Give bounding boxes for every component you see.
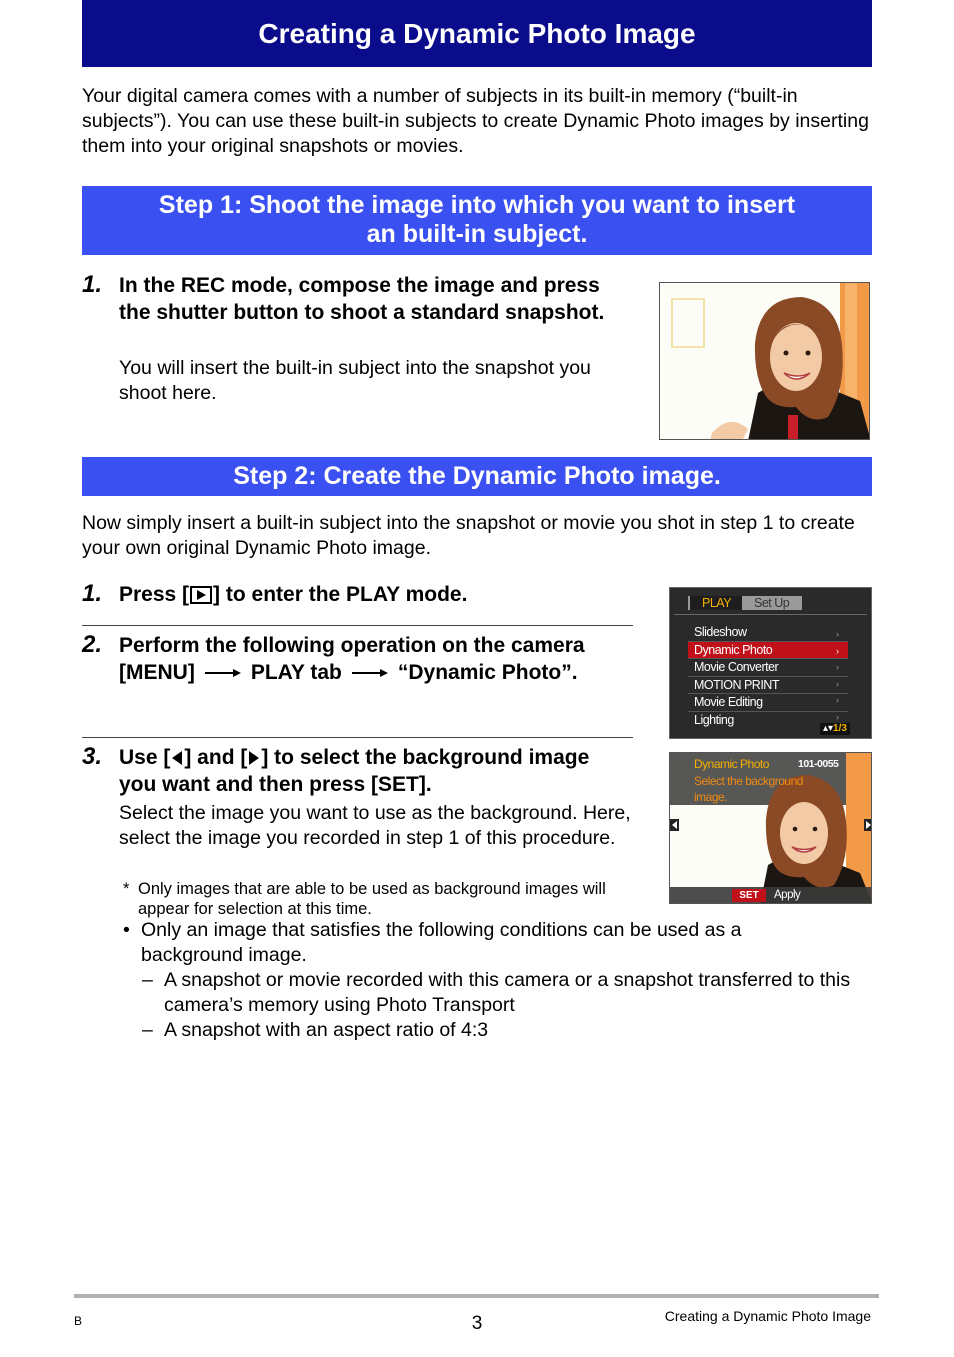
and-text: ] and [ <box>184 746 248 769</box>
bullet-mark: • <box>123 919 130 941</box>
step2-item3-line2: you want and then press [SET]. <box>119 772 432 796</box>
step2-item2-line1: Perform the following operation on the camera <box>119 634 585 657</box>
snapshot-photo <box>659 282 870 440</box>
select-prompt-line2: image. <box>694 790 728 804</box>
step1-heading <box>82 186 872 255</box>
condition-1: A snapshot or movie recorded with this camera or a snapshot transferred to this camera’s memory using Photo Transport <box>164 969 851 1016</box>
menu-item-movie-editing: Movie Editing <box>688 694 848 712</box>
step2-intro: Now simply insert a built-in subject into the snapshot or movie you shot in step 1 to create your own original Dynamic Photo image. <box>82 512 855 559</box>
step1-item1-detail: You will insert the built-in subject into the snapshot you shoot here. <box>119 357 591 404</box>
menu-list <box>688 624 848 727</box>
divider <box>82 625 633 626</box>
select-prompt <box>694 773 803 805</box>
divider <box>82 737 633 738</box>
step2-item2-number: 2. <box>82 631 103 658</box>
arrow-right-icon <box>346 667 394 679</box>
step1-item1-instruction: In the REC mode, compose the image and press the shutter button to shoot a standard snapshot. <box>119 274 605 324</box>
right-arrow-icon <box>247 750 261 766</box>
play-tab-label: PLAY tab <box>250 660 342 684</box>
menu-page-number: 1/3 <box>833 723 847 734</box>
step1-heading-line2: an built-in subject. <box>366 220 588 248</box>
step2-item2-instruction <box>119 633 649 686</box>
step2-item1-instruction <box>119 582 634 609</box>
portrait-image <box>660 283 870 440</box>
menu-chevrons <box>836 626 839 725</box>
step2-heading: Step 2: Create the Dynamic Photo image. <box>82 457 872 496</box>
camera-menu-screen <box>669 587 872 739</box>
play-button-icon <box>190 586 212 604</box>
step2-item1-text-after: ] to enter the PLAY mode. <box>213 583 468 606</box>
intro-paragraph: Your digital camera comes with a number of subjects in its built-in memory (“built-in subjects”). You can use these built-in subjects to create Dynamic Photo images by inserting them into your original snapshots or movies. <box>82 85 869 157</box>
menu-item-motion-print: MOTION PRINT <box>688 677 848 695</box>
file-number: 101-0055 <box>798 758 839 770</box>
menu-item-dynamic-photo: Dynamic Photo <box>688 642 848 660</box>
select-screen-title: Dynamic Photo <box>694 757 769 771</box>
dash-mark: – <box>142 969 153 991</box>
chevron-right-icon: › <box>836 678 839 689</box>
step1-heading-line1: Step 1: Shoot the image into which you want to insert <box>158 191 796 219</box>
step2-item3-bullet: Only an image that satisfies the following conditions can be used as a background image. <box>141 919 742 966</box>
left-arrow-icon <box>170 750 184 766</box>
step2-item3-note: Only images that are able to be used as background images will appear for selection at this time. <box>138 880 606 918</box>
menu-page-indicator <box>820 723 850 735</box>
chevron-right-icon: › <box>836 695 839 705</box>
menu-item-slideshow: Slideshow <box>688 624 848 642</box>
menu-item-movie-converter: Movie Converter <box>688 659 848 677</box>
condition-2: A snapshot with an aspect ratio of 4:3 <box>164 1019 489 1041</box>
chevron-right-icon: › <box>836 711 839 722</box>
step2-item1-text-before: Press [ <box>119 583 190 606</box>
menu-key-label: [MENU] <box>119 660 195 684</box>
select-prompt-line1: Select the background <box>694 774 803 788</box>
step2-item1-number: 1. <box>82 580 103 607</box>
arrow-right-icon <box>199 667 247 679</box>
select-text: ] to select the background image <box>261 746 590 769</box>
chevron-right-icon: › <box>836 662 839 672</box>
step2-item3-line1 <box>119 745 649 772</box>
page-title: Creating a Dynamic Photo Image <box>82 0 872 67</box>
use-text: Use [ <box>119 746 171 769</box>
set-key-label: SET <box>732 889 766 902</box>
page-number: 3 <box>471 1313 483 1334</box>
chevron-right-icon: › <box>836 629 839 639</box>
menu-item-lighting: Lighting <box>694 712 734 727</box>
apply-label: Apply <box>774 889 801 901</box>
menu-path <box>119 660 649 687</box>
menu-divider <box>674 614 867 615</box>
footer-section-title: Creating a Dynamic Photo Image <box>664 1308 871 1324</box>
chevron-right-icon: › <box>836 645 839 656</box>
camera-select-screen <box>669 752 872 904</box>
dynamic-photo-label: “Dynamic Photo”. <box>397 660 578 684</box>
dash-mark: – <box>142 1019 153 1041</box>
note-asterisk: * <box>123 880 130 898</box>
menu-tab-setup: Set Up <box>754 596 790 610</box>
step2-item3-instruction <box>119 745 649 798</box>
step2-item3-number: 3. <box>82 743 103 770</box>
menu-tab-play: PLAY <box>690 596 742 610</box>
step1-item1-number: 1. <box>82 271 103 298</box>
step2-item3-detail: Select the image you want to use as the background. Here, select the image you recorded in step 1 of this procedure. <box>119 802 631 849</box>
footer-rule <box>74 1294 879 1298</box>
up-down-icon: ▴▾ <box>823 723 834 734</box>
footer-left-mark: B <box>74 1314 83 1328</box>
